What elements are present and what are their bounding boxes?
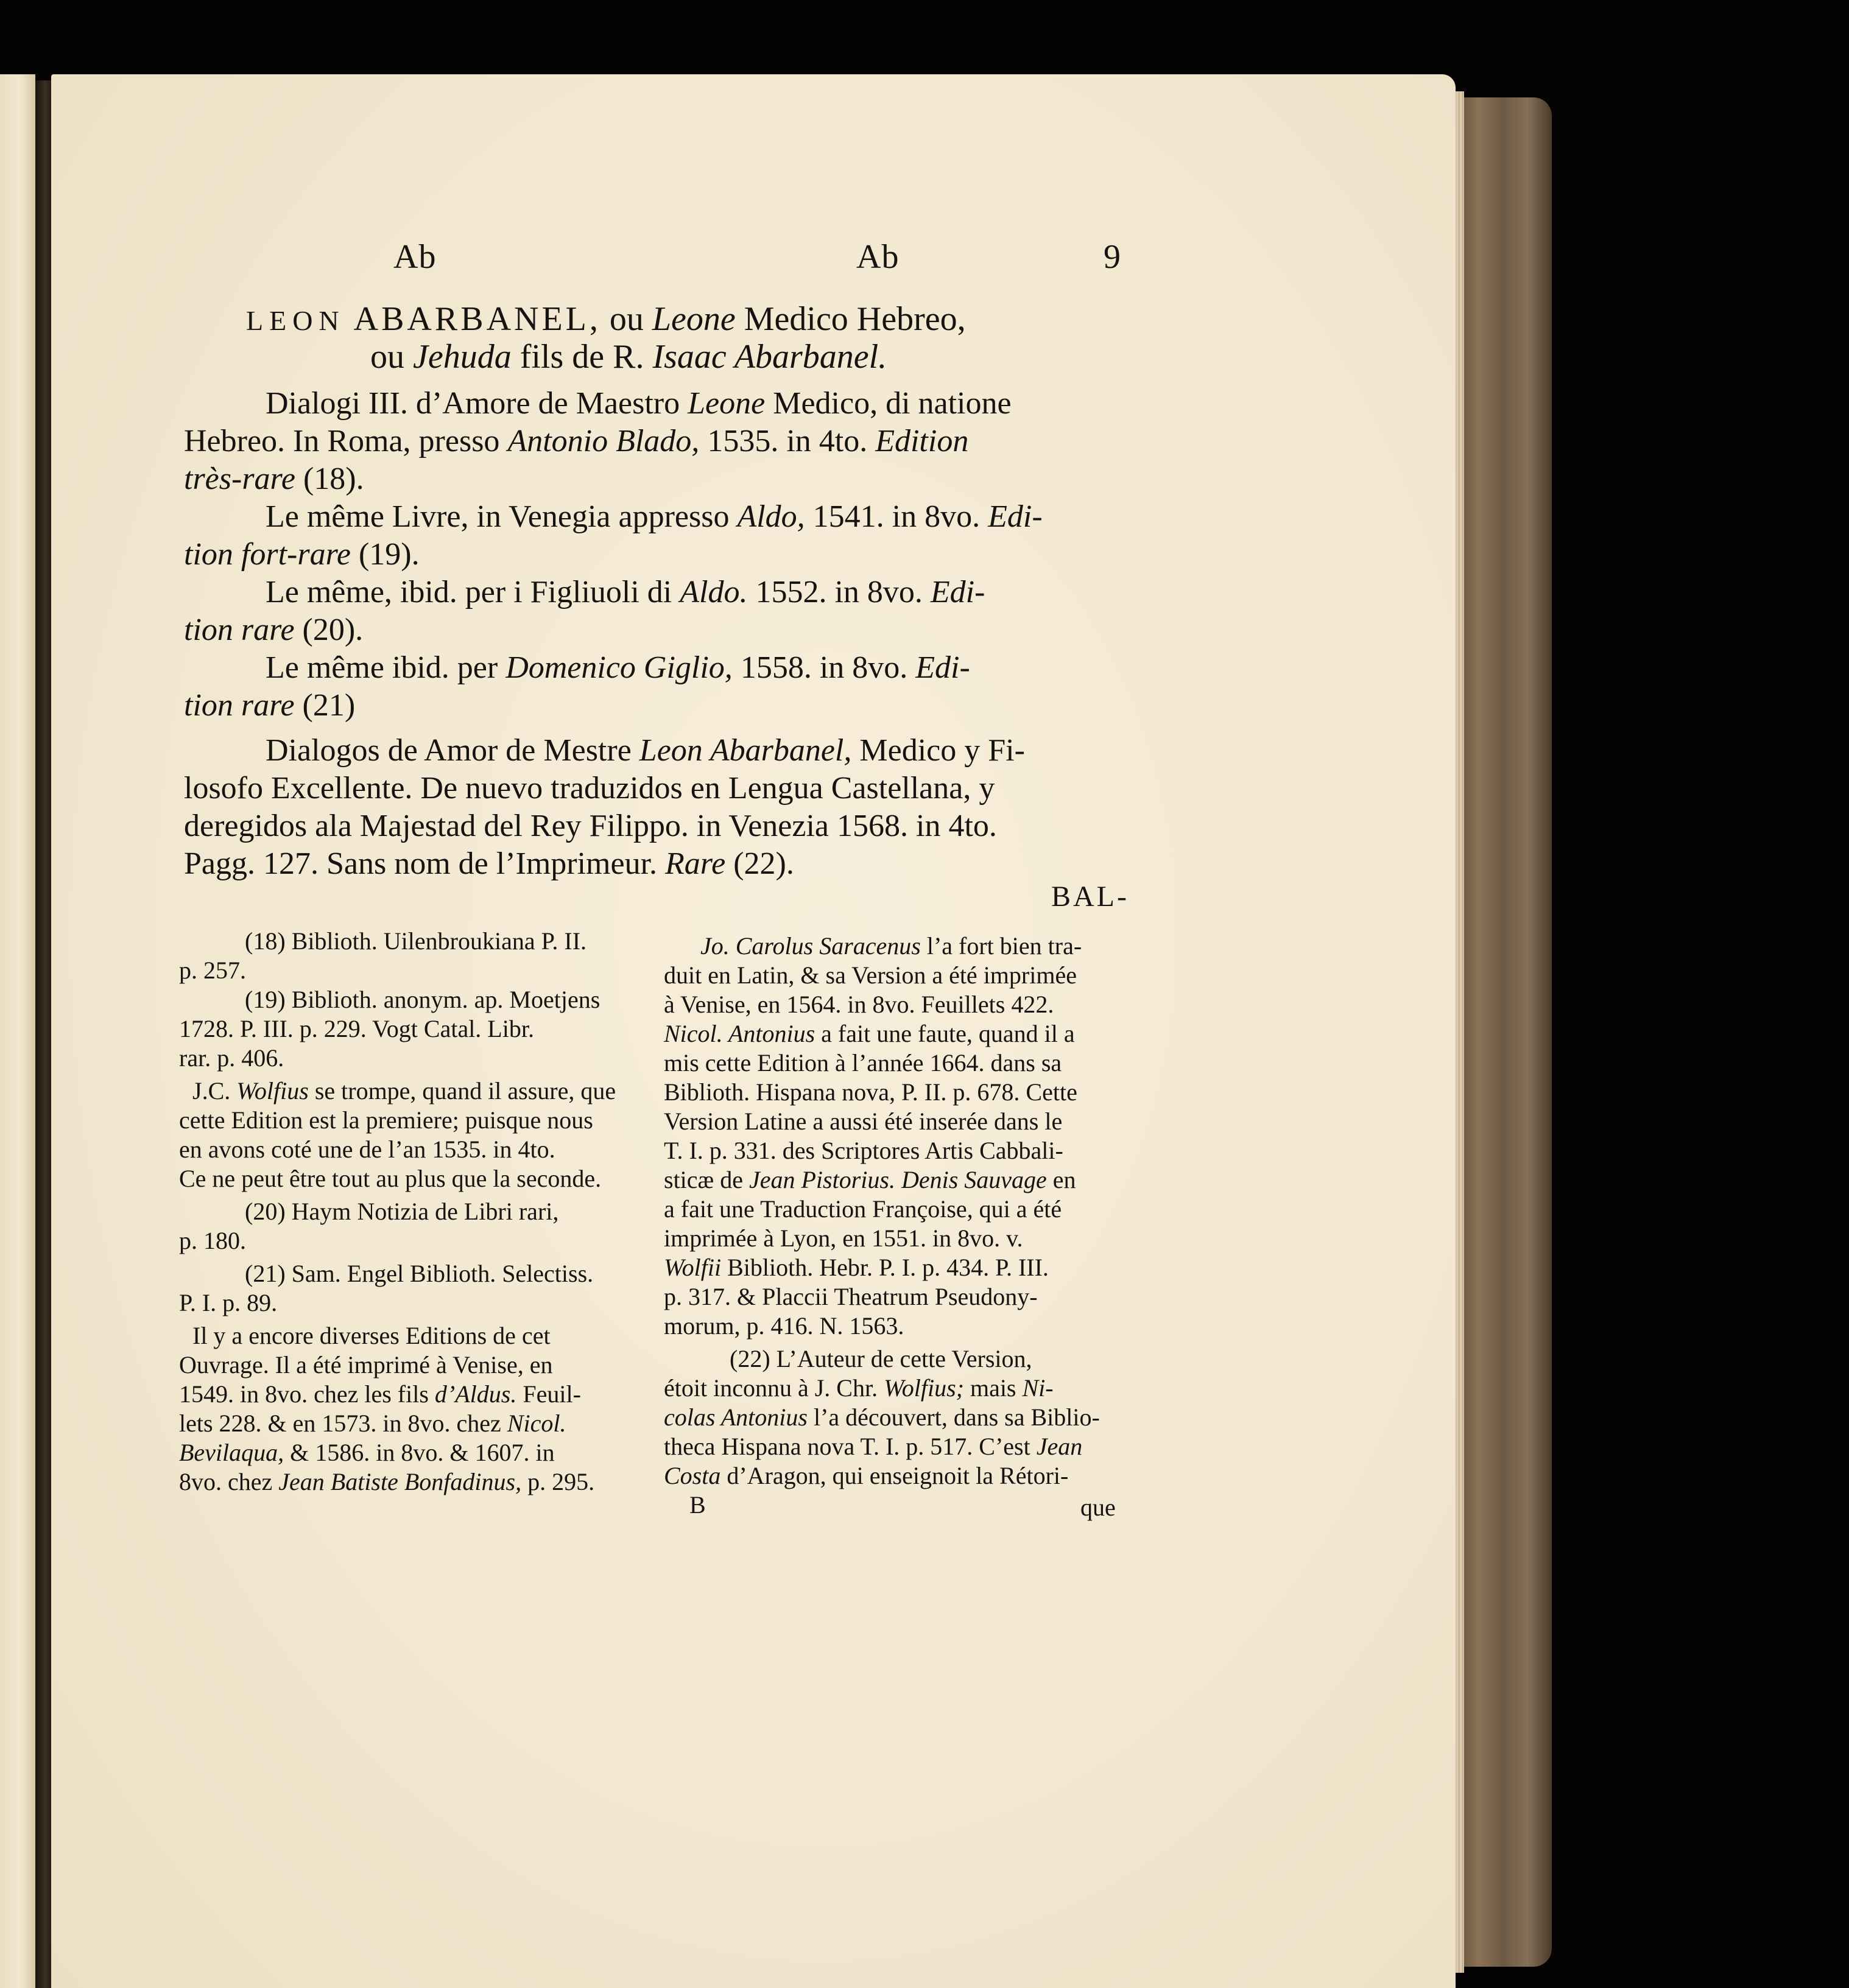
note-20-text: (20) Haym Notizia de Libri rari, [245,1198,559,1225]
note-right-l10 [664,1195,1062,1224]
book-page [51,74,1456,1988]
para4-tion-rare: tion rare [184,688,295,723]
para1-antonio-blado: Antonio Blado, [507,424,700,458]
note-r9-a: sticæ de [664,1166,749,1193]
note-denis-sauvage: Denis Sauvage [901,1166,1047,1193]
catchword-bal [1051,878,1129,915]
note-left-wolfius-l3 [179,1135,555,1164]
heading2-isaac: Isaac Abarbanel. [652,338,887,376]
note-r11: imprimée à Lyon, en 1551. in 8vo. v. [664,1224,1023,1252]
note-r10: a fait une Traduction Françoise, qui a été [664,1195,1062,1223]
para5-text-c: Medico y Fi- [851,733,1025,768]
note-r3: à Venise, en 1564. in 8vo. Feuillets 422. [664,991,1054,1018]
note-saracenus: Jo. Carolus Saracenus [700,932,921,960]
para1-line3 [184,460,364,497]
para1-text-a: Dialogi III. d’Amore de Maestro [266,386,688,421]
note-left-18-l1 [245,927,586,956]
para4-domenico-giglio: Domenico Giglio, [505,650,733,685]
note-left-wolfius-l1 [192,1077,616,1106]
note-left-wolfius-l2 [179,1106,593,1135]
note-r9-en: en [1046,1166,1076,1193]
page-number-text: 9 [1104,238,1121,276]
para1-tres-rare: très-rare [184,462,295,496]
note-r18-a: theca Hispana nova T. I. p. 517. C’est [664,1433,1037,1460]
note-pistorius: Jean Pistorius. [748,1166,895,1193]
note-editions-l3-a: 1549. in 8vo. chez les fils [179,1380,435,1408]
note-right-22-l2 [664,1374,1054,1403]
para5-l3-text: deregidos ala Majestad del Rey Filippo. in Venezia 1568. in 4to. [184,809,997,843]
note-left-editions-l2 [179,1351,552,1380]
para4-line2 [184,687,355,724]
note-right-l6 [664,1078,1077,1107]
para1-l2-a: Hebreo. In Roma, presso [184,424,508,458]
signature-mark [689,1491,706,1520]
para3-edi: Edi- [930,575,985,609]
note-left-wolfius-l4 [179,1164,601,1193]
para2-text-c: 1541. in 8vo. [805,499,988,534]
note-r12-rest: Biblioth. Hebr. P. I. p. 434. P. III. [721,1254,1049,1281]
header-left-text: Ab [393,238,437,276]
note-right-l1 [700,932,1082,961]
note-left-editions-l5 [179,1438,555,1467]
para4-text-a: Le même ibid. per [266,650,506,685]
note-wolfius-line4: Ce ne peut être tout au plus que la seconde. [179,1165,602,1192]
note-left-editions-l3 [179,1380,581,1409]
heading-leon: LEON [246,305,345,336]
note-left-editions-l4 [179,1409,566,1438]
para3-aldo: Aldo. [680,575,748,609]
para5-line4 [184,845,794,882]
note-wolfius-line2: cette Edition est la premiere; puisque nous [179,1106,593,1134]
heading-ou: ou [600,300,652,338]
para1-leone: Leone [688,386,766,421]
note-wolfii: Wolfii [664,1254,722,1281]
entry-heading-line2 [370,339,887,376]
running-header-left [393,237,436,276]
note-right-22-l4 [664,1432,1082,1461]
catchword-bal-text: BAL- [1051,880,1129,913]
note-r14: morum, p. 416. N. 1563. [664,1312,904,1340]
note-r6: Biblioth. Hispana nova, P. II. p. 678. Cette [664,1078,1077,1106]
para4-note-ref: (21) [294,688,356,723]
note-left-editions-l6 [179,1467,594,1497]
note-r4-rest: a fait une faute, quand il a [815,1020,1075,1047]
para5-rare: Rare [665,846,726,881]
para5-text-a: Dialogos de Amor de Mestre [266,733,639,768]
note-r19-rest: d’Aragon, qui enseignoit la Rétori- [720,1462,1069,1489]
header-center-text: Ab [856,238,900,276]
note-left-editions-l1 [192,1321,551,1351]
note-right-l13 [664,1282,1038,1312]
note-21-page: P. I. p. 89. [179,1289,278,1316]
heading2-ou: ou [370,338,413,376]
para5-line1 [266,732,1025,769]
note-r18-jean: Jean [1036,1433,1083,1460]
note-editions-line1: Il y a encore diverses Editions de cet [192,1322,551,1349]
note-r16-wolfius: Wolfius; [884,1374,964,1402]
note-right-22-l3 [664,1403,1100,1432]
para4-line1 [266,649,970,686]
catchword-que [1080,1493,1116,1522]
para1-line1 [266,385,1012,422]
note-editions-nicol: Nicol. [507,1410,566,1437]
heading-medico-hebreo: Medico Hebreo, [735,300,966,338]
heading2-fils-de: fils de R. [511,338,653,376]
running-header-center [856,237,899,276]
heading2-jehuda: Jehuda [413,338,512,376]
para5-l2-text: losofo Excellente. De nuevo traduzidos en Lengua Castellana, y [184,771,995,806]
para1-l2-c: 1535. in 4to. [699,424,876,458]
para3-text-c: 1552. in 8vo. [747,575,931,609]
note-editions-l6-c: p. 295. [521,1468,595,1495]
note-right-l9 [664,1165,1076,1195]
para5-leon-abarbanel: Leon Abarbanel, [639,733,852,768]
note-r16-ni: Ni- [1022,1374,1054,1402]
note-18-page: p. 257. [179,957,246,984]
note-editions-l4-a: lets 228. & en 1573. in 8vo. chez [179,1410,507,1437]
note-right-l7 [664,1107,1062,1136]
left-facing-page-edge [0,74,35,1988]
note-wolfius-rest: se trompe, quand il assure, que [308,1077,616,1105]
note-left-20-l2 [179,1226,246,1256]
note-right-l12 [664,1253,1049,1282]
note-right-l14 [664,1312,904,1341]
note-right-22-l5 [664,1461,1068,1491]
note-right-l4 [664,1019,1075,1048]
note-right-l2 [664,961,1077,990]
para1-line2 [184,423,968,460]
para3-note-ref: (20). [294,613,364,647]
note-left-19-l2 [179,1014,534,1044]
para3-line2 [184,611,363,648]
note-19-line3: rar. p. 406. [179,1044,284,1072]
note-21-text: (21) Sam. Engel Biblioth. Selectiss. [245,1260,594,1287]
para5-note-ref: (22). [725,846,794,881]
heading-leone: Leone [652,300,736,338]
book-cover-edge [1454,97,1552,1967]
para5-l4-a: Pagg. 127. Sans nom de l’Imprimeur. [184,846,666,881]
note-r16-a: étoit inconnu à J. Chr. [664,1374,884,1402]
note-colas-antonius: colas Antonius [664,1403,808,1431]
signature-b: B [689,1491,706,1519]
note-19-text: (19) Biblioth. anonym. ap. Moetjens [245,986,600,1013]
note-wolfius-line3: en avons coté une de l’an 1535. in 4to. [179,1136,555,1163]
note-editions-aldus: d’Aldus. [434,1380,517,1408]
para5-line2 [184,770,995,807]
para4-text-c: 1558. in 8vo. [732,650,916,685]
note-19-line2: 1728. P. III. p. 229. Vogt Catal. Libr. [179,1015,534,1042]
note-editions-line2: Ouvrage. Il a été imprimé à Venise, en [179,1351,553,1379]
note-r2: duit en Latin, & sa Version a été imprimée [664,961,1077,989]
para2-edi: Edi- [988,499,1043,534]
heading-abarbanel: ABARBANEL, [353,300,601,338]
para3-tion-rare: tion rare [184,613,295,647]
note-r7: Version Latine a aussi été inserée dans le [664,1108,1063,1135]
note-22-text: (22) L’Auteur de cette Version, [730,1345,1032,1372]
note-r1-rest: l’a fort bien tra- [920,932,1082,960]
note-nicol-antonius: Nicol. Antonius [664,1020,815,1047]
note-editions-bonfadinus: Jean Batiste Bonfadinus, [278,1468,522,1495]
note-left-19-l1 [245,985,600,1014]
note-wolfius: Wolfius [236,1077,309,1105]
note-right-22-l1 [730,1344,1032,1374]
note-20-page: p. 180. [179,1227,246,1254]
note-left-19-l3 [179,1044,284,1073]
note-right-l11 [664,1224,1023,1253]
note-left-21-l1 [245,1259,593,1288]
para2-note-ref: (19). [350,537,420,572]
para1-edition: Edition [875,424,969,458]
para1-text-c: Medico, di natione [765,386,1012,421]
note-right-l8 [664,1136,1063,1165]
note-r5: mis cette Edition à l’année 1664. dans sa [664,1049,1062,1077]
note-r13: p. 317. & Placcii Theatrum Pseudony- [664,1283,1038,1310]
entry-heading-line1 [246,301,966,339]
note-editions-bevilaqua: Bevilaqua, [179,1439,284,1466]
para2-line2 [184,536,420,573]
note-left-20-l1 [245,1197,558,1226]
note-editions-l5-b: & 1586. in 8vo. & 1607. in [284,1439,555,1466]
para5-line3 [184,807,997,845]
para3-line1 [266,574,985,611]
para2-aldo: Aldo, [737,499,805,534]
note-r8: T. I. p. 331. des Scriptores Artis Cabbali- [664,1137,1063,1164]
para3-text-a: Le même, ibid. per i Figliuoli di [266,575,680,609]
note-left-21-l2 [179,1288,277,1318]
note-costa: Costa [664,1462,721,1489]
note-right-l3 [664,990,1054,1019]
page-number [1104,237,1121,276]
note-editions-l3-c: Feuil- [516,1380,581,1408]
note-18-text: (18) Biblioth. Uilenbroukiana P. II. [245,927,587,955]
note-r9-space [895,1166,901,1193]
para2-text-a: Le même Livre, in Venegia appresso [266,499,738,534]
note-left-18-l2 [179,956,246,985]
para2-line1 [266,498,1043,535]
note-r17-rest: l’a découvert, dans sa Biblio- [807,1403,1100,1431]
catchword-que-text: que [1080,1494,1116,1521]
note-r16-mais: mais [963,1374,1023,1402]
note-jc: J.C. [192,1077,237,1105]
note-right-l5 [664,1048,1062,1078]
note-editions-l6-a: 8vo. chez [179,1468,279,1495]
para1-note-ref: (18). [295,462,364,496]
para4-edi: Edi- [915,650,970,685]
para2-fort-rare: tion fort-rare [184,537,351,572]
